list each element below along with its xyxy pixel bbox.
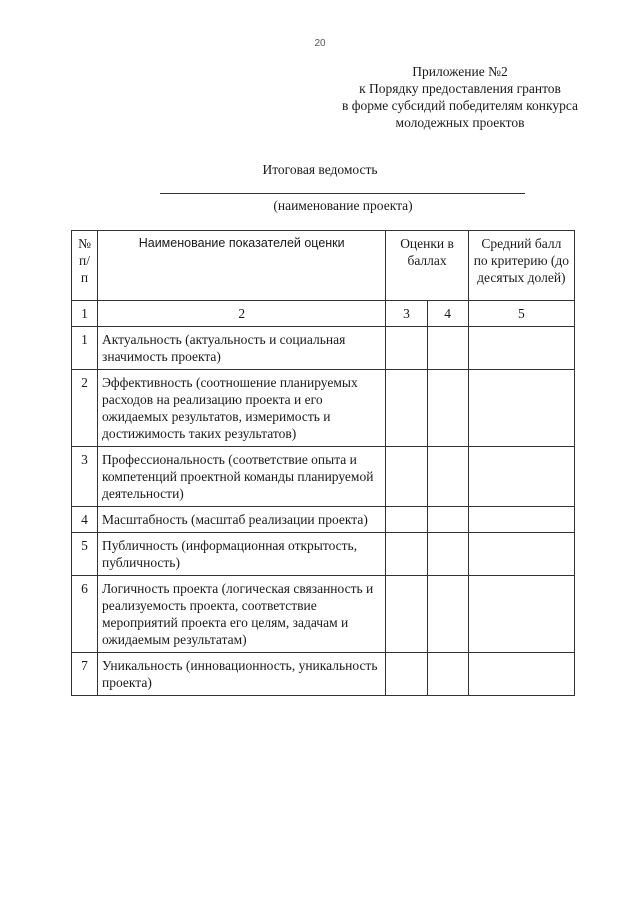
score-cell[interactable] (386, 447, 427, 507)
column-number: 3 (386, 301, 427, 327)
score-cell[interactable] (427, 576, 468, 653)
score-cell[interactable] (427, 533, 468, 576)
row-num: 3 (72, 447, 98, 507)
score-table (71, 230, 575, 696)
score-cell[interactable] (386, 327, 427, 370)
row-num: 2 (72, 370, 98, 447)
row-criterion: Масштабность (масштаб реализации проекта) (98, 507, 386, 533)
score-cell[interactable] (386, 533, 427, 576)
column-number: 5 (468, 301, 574, 327)
score-cell[interactable] (386, 653, 427, 696)
table-row (72, 653, 575, 696)
score-cell[interactable] (427, 370, 468, 447)
column-number: 4 (427, 301, 468, 327)
column-number-row (72, 301, 575, 327)
column-number: 2 (98, 301, 386, 327)
row-num: 6 (72, 576, 98, 653)
row-num: 4 (72, 507, 98, 533)
page-number: 20 (314, 38, 326, 49)
table-header-row (72, 231, 575, 301)
header-num: № п/п (72, 231, 98, 301)
appendix-header (300, 63, 620, 131)
average-cell[interactable] (468, 653, 574, 696)
table-row (72, 327, 575, 370)
score-cell[interactable] (386, 507, 427, 533)
appendix-line: в форме субсидий победителям конкурса (341, 98, 579, 113)
average-cell[interactable] (468, 447, 574, 507)
score-cell[interactable] (427, 327, 468, 370)
average-cell[interactable] (468, 533, 574, 576)
document-title: Итоговая ведомость (262, 162, 378, 177)
row-num: 7 (72, 653, 98, 696)
column-number: 1 (72, 301, 98, 327)
appendix-line: к Порядку предоставления грантов (359, 81, 561, 96)
score-cell[interactable] (427, 447, 468, 507)
score-cell[interactable] (386, 576, 427, 653)
score-cell[interactable] (427, 653, 468, 696)
row-criterion: Эффективность (соотношение планируемых расходов на реализацию проекта и его ожидаемых результатов, измеримость и достижимость таких результатов) (98, 370, 386, 447)
row-criterion: Публичность (информационная открытость, публичность) (98, 533, 386, 576)
average-cell[interactable] (468, 370, 574, 447)
row-criterion: Профессиональность (соответствие опыта и компетенций проектной команды планируемой деятельности) (98, 447, 386, 507)
average-cell[interactable] (468, 327, 574, 370)
score-cell[interactable] (386, 370, 427, 447)
average-cell[interactable] (468, 576, 574, 653)
row-num: 5 (72, 533, 98, 576)
appendix-line: молодежных проектов (395, 115, 525, 130)
header-scores: Оценки в баллах (386, 231, 468, 301)
table-row (72, 370, 575, 447)
score-cell[interactable] (427, 507, 468, 533)
table-row (72, 533, 575, 576)
row-criterion: Актуальность (актуальность и социальная значимость проекта) (98, 327, 386, 370)
header-avg: Средний балл по критерию (до десятых долей) (468, 231, 574, 301)
header-name: Наименование показателей оценки (98, 231, 386, 301)
row-num: 1 (72, 327, 98, 370)
table-row (72, 447, 575, 507)
project-name-line (160, 193, 525, 194)
table-row (72, 507, 575, 533)
row-criterion: Логичность проекта (логическая связанность и реализуемость проекта, соответствие мероприятий проекта его целям, задачам и ожидаемым результатам) (98, 576, 386, 653)
project-name-caption: (наименование проекта) (273, 198, 413, 213)
average-cell[interactable] (468, 507, 574, 533)
row-criterion: Уникальность (инновационность, уникальность проекта) (98, 653, 386, 696)
table-row (72, 576, 575, 653)
appendix-line: Приложение №2 (412, 64, 508, 79)
